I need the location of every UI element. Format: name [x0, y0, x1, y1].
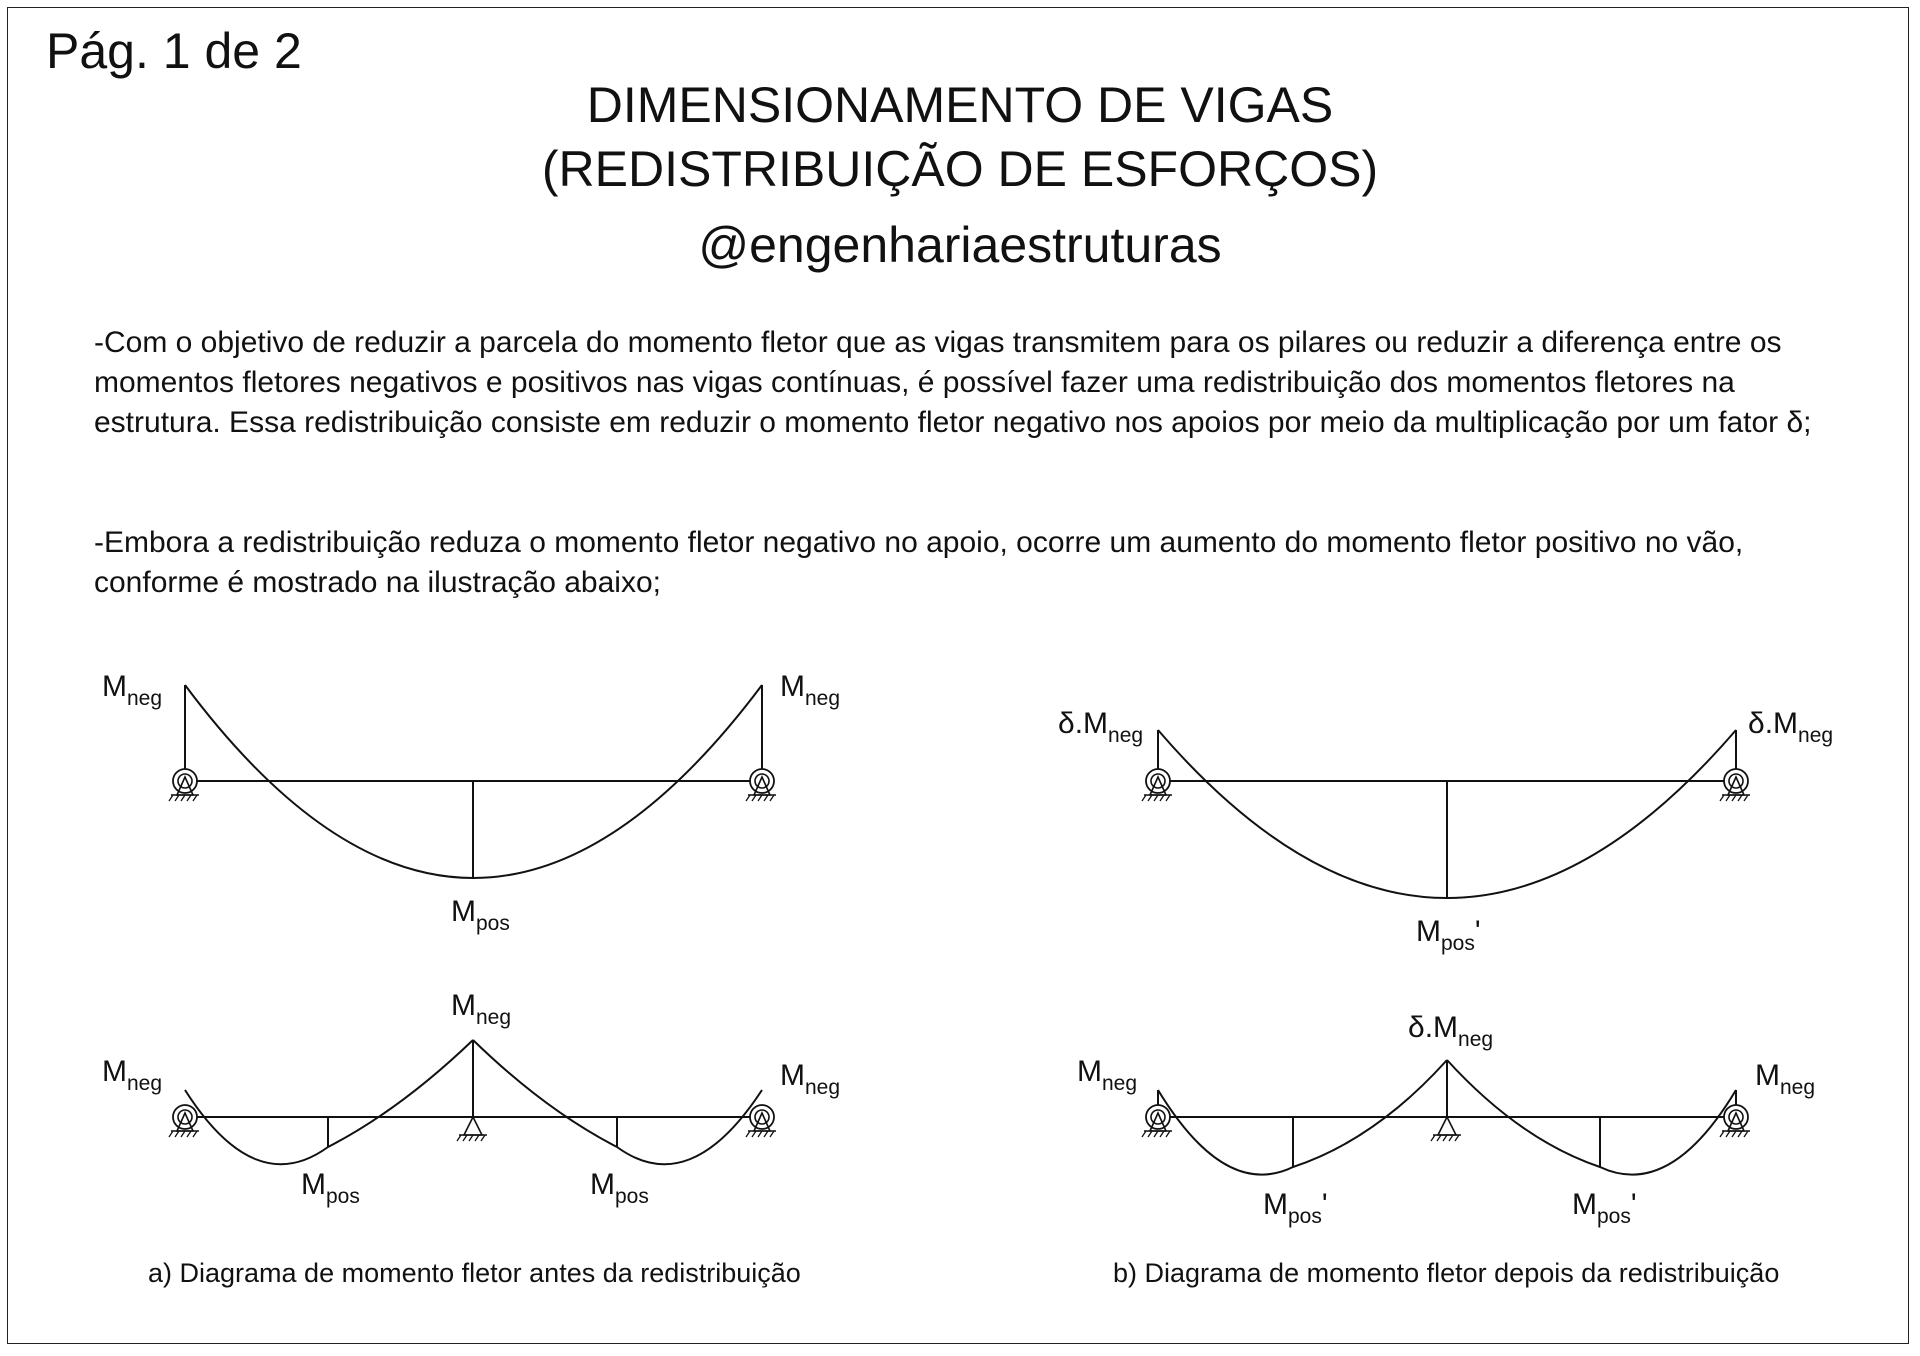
diagram-a-single-span	[185, 685, 762, 878]
diagram-a-two-span	[185, 1040, 762, 1164]
pin-support-icon	[1142, 769, 1172, 801]
roller-support-icon	[457, 1117, 487, 1141]
caption-a: a) Diagrama de momento fletor antes da redistribuição	[148, 1258, 801, 1288]
label-mneg-left: $M_{neg}$	[102, 670, 163, 710]
label-delta-mneg-right: $\delta.M_{neg}$	[1748, 707, 1834, 747]
label-mneg-right: $M_{neg}$	[780, 1059, 841, 1099]
title-line-1: DIMENSIONAMENTO DE VIGAS	[586, 77, 1334, 133]
label-mpos-prime-span-2: $M_{pos}'$	[1572, 1188, 1637, 1228]
pin-support-icon	[1720, 769, 1750, 801]
pin-support-icon	[169, 769, 199, 801]
label-mpos: $M_{pos}$	[451, 895, 510, 935]
title-line-2: (REDISTRIBUIÇÃO DE ESFORÇOS)	[541, 141, 1379, 197]
roller-support-icon	[1431, 1117, 1461, 1141]
label-mneg-left: $M_{neg}$	[1077, 1055, 1138, 1095]
diagram-b-single-span	[1158, 730, 1736, 898]
label-mpos-prime-span-1: $M_{pos}'$	[1263, 1188, 1328, 1228]
pin-support-icon	[746, 769, 776, 801]
pin-support-icon	[746, 1105, 776, 1137]
label-delta-mneg-left: $\delta.M_{neg}$	[1058, 707, 1144, 747]
label-mpos-prime: $M_{pos}'$	[1416, 915, 1481, 955]
label-mpos-span-2: $M_{pos}$	[590, 1168, 649, 1208]
label-mneg-right: $M_{neg}$	[780, 670, 841, 710]
label-mpos-span-1: $M_{pos}$	[301, 1168, 360, 1208]
pin-support-icon	[169, 1105, 199, 1137]
pin-support-icon	[1142, 1105, 1172, 1137]
paragraph-1: -Com o objetivo de reduzir a parcela do momento fletor que as vigas transmitem para os pilares ou reduzir a diferença entre os momentos fletores negativos e positivos nas vigas contínuas, é possível fazer uma redistribuição dos momentos fletores na estrutura. Essa redistribuição consiste em reduzir o momento fletor negativo nos apoios por meio da multiplicação por um fator δ;	[94, 326, 1812, 439]
paragraph-2: -Embora a redistribuição reduza o momento fletor negativo no apoio, ocorre um aumento do momento fletor positivo no vão, conforme é mostrado na ilustração abaixo;	[94, 526, 1744, 599]
label-mneg-left: $M_{neg}$	[102, 1055, 163, 1095]
page-number: Pág. 1 de 2	[46, 23, 302, 79]
moment-curve-span-1	[185, 1040, 473, 1164]
label-mneg-right: $M_{neg}$	[1755, 1059, 1816, 1099]
label-mneg-center: $M_{neg}$	[451, 989, 512, 1029]
social-handle: @engenhariaestruturas	[698, 217, 1222, 273]
caption-b: b) Diagrama de momento fletor depois da redistribuição	[1113, 1258, 1780, 1288]
label-delta-mneg-center: $\delta.M_{neg}$	[1408, 1011, 1494, 1051]
